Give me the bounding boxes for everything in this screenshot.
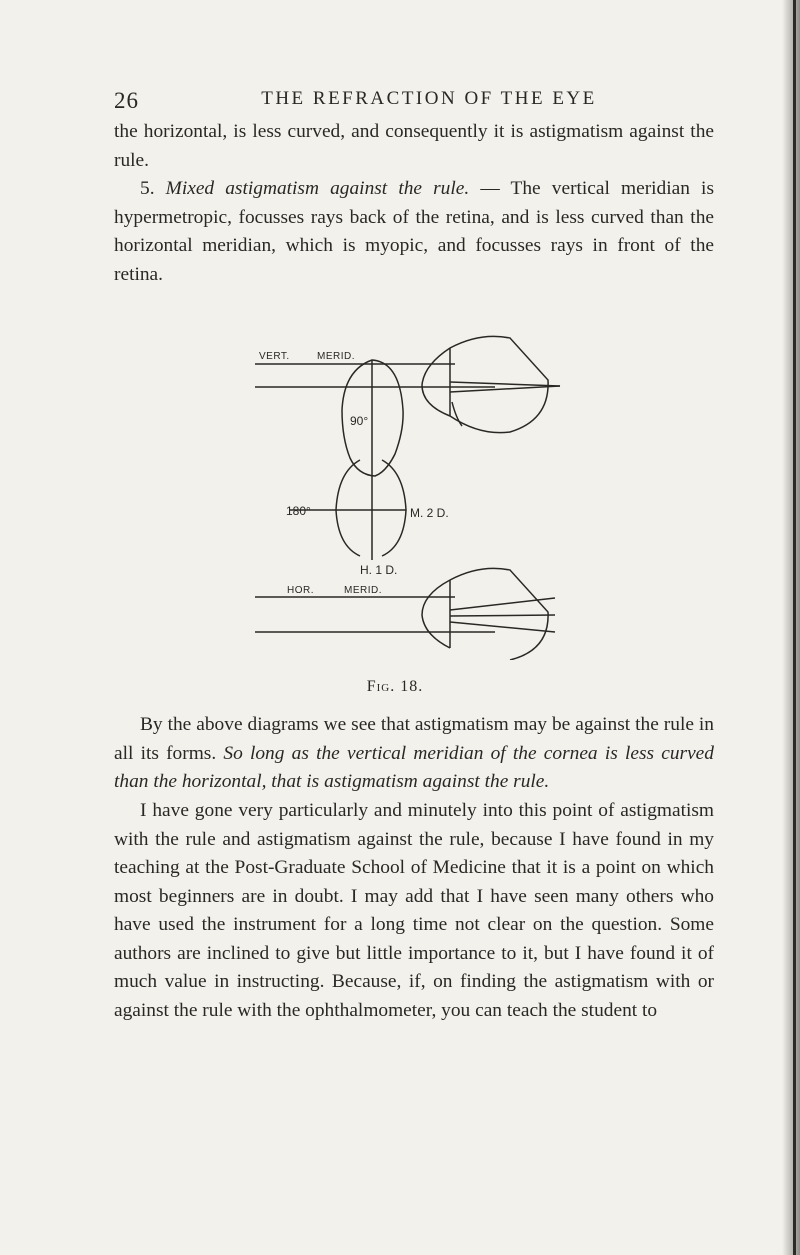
item-heading: Mixed astigmatism against the rule. xyxy=(165,178,470,199)
running-title: THE REFRACTION OF THE EYE xyxy=(261,88,597,109)
label-merid-bottom: MERID. xyxy=(344,585,382,596)
paragraph-1 xyxy=(114,118,714,289)
page-edge-shadow xyxy=(782,0,800,1255)
label-m: M. 2 D. xyxy=(410,506,449,520)
top-eye-detail xyxy=(452,402,462,426)
paragraph-3: I have gone very particularly and minutely into this point of astigmatism with the rule and astigmatism against the rule, because I have found in my teaching at the Post-Graduate School of Medicine that it is a point on which most beginners are in doubt. I may add that I have seen many others who have used the instrument for a long time not clear on the question. Some authors are inclined to give but little importance to it, but I have found it of much value in instructing. Because, if, on finding the astigmatism with or against the rule with the ophthalmometer, you can teach the student to xyxy=(114,800,714,1021)
label-vert: VERT. xyxy=(259,351,290,362)
label-hor: HOR. xyxy=(287,585,314,596)
page-edge xyxy=(793,0,796,1255)
paragraph-1-continuation: the horizontal, is less curved, and consequently it is astigmatism against the rule. xyxy=(114,121,714,171)
label-h: H. 1 D. xyxy=(360,563,398,577)
cornea-lower-left xyxy=(336,510,360,556)
figure-caption-prefix: Fig. xyxy=(366,678,396,695)
astigmatism-diagram xyxy=(210,310,610,660)
paragraph-2 xyxy=(114,711,714,797)
bottom-eye-front xyxy=(422,580,450,648)
page-number: 26 xyxy=(114,88,139,113)
bottom-eye-outline xyxy=(450,568,548,660)
bottom-ray-2 xyxy=(450,622,555,632)
label-90: 90° xyxy=(350,414,369,428)
top-ray-1 xyxy=(450,382,560,386)
paragraph-2-lead: By the above diagrams we see that astigmatism may be against the rule in all its forms. xyxy=(114,714,714,764)
bottom-ray-1 xyxy=(450,598,555,610)
paragraph-2-emphasis: So long as the vertical meridian of the cornea is less curved than the horizontal, that is astigmatism against the rule. xyxy=(114,742,714,792)
bottom-ray-3 xyxy=(450,615,555,616)
item-number: 5. xyxy=(140,178,155,199)
item-text: — The vertical meridian is hypermetropic, focusses rays back of the retina, and is less curved than the horizontal meridian, which is myopic, and focusses rays in front of the retina. xyxy=(114,178,714,285)
label-merid-top: MERID. xyxy=(317,351,355,362)
cornea-lower-right xyxy=(382,510,406,556)
figure-caption xyxy=(0,678,800,696)
page-header xyxy=(114,88,714,116)
figure-diagram xyxy=(210,310,610,660)
figure-caption-number: 18. xyxy=(395,678,424,695)
label-180: 180° xyxy=(286,504,311,518)
